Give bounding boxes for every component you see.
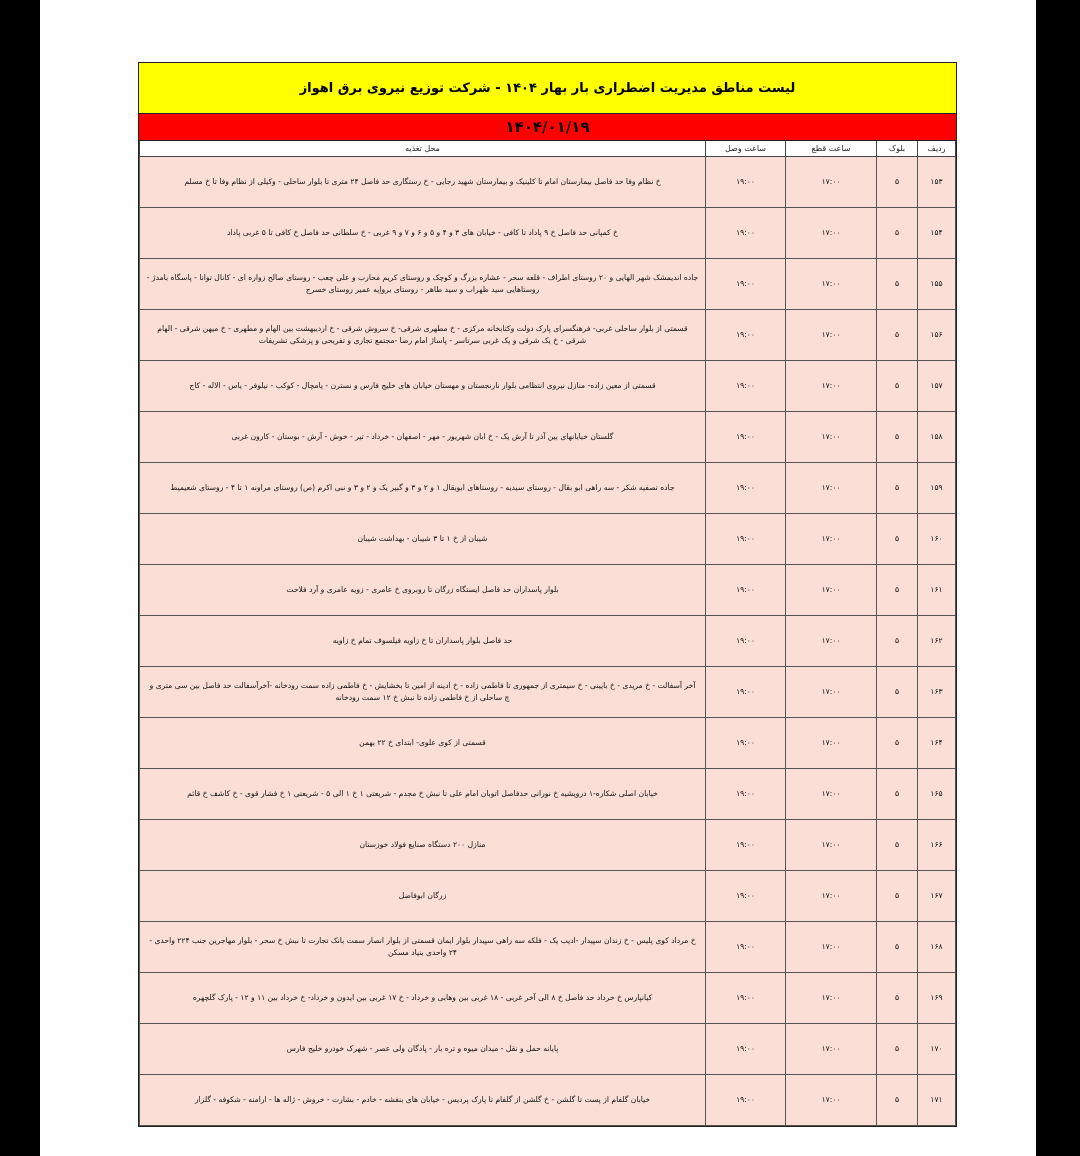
table-row — [140, 616, 956, 667]
row-connect-time: ۱۹:۰۰ — [706, 361, 786, 412]
table-row — [140, 667, 956, 718]
table-row — [140, 412, 956, 463]
header-cut-time: ساعت قطع — [786, 141, 877, 157]
row-location: جاده اندیمشک شهر الهایی و ۲۰ روستای اطراف - قلعه سحر - عشاره بزرگ و کوچک و روستای کریم محارب و علی چعب - روستای صالح زواره ای - کانال توانا - پاسگاه بامدژ - روستاهایی سید ظهراب و سید طاهر - روستای برواِیه عمیر روستای خسرج — [140, 259, 706, 310]
header-block: بلوک — [877, 141, 918, 157]
table-row — [140, 1024, 956, 1075]
row-index: ۱۵۷ — [918, 361, 956, 412]
row-location: زرگان ابوفاضل — [140, 871, 706, 922]
row-block: ۵ — [877, 310, 918, 361]
table-row — [140, 565, 956, 616]
row-connect-time: ۱۹:۰۰ — [706, 412, 786, 463]
row-connect-time: ۱۹:۰۰ — [706, 157, 786, 208]
row-index: ۱۶۴ — [918, 718, 956, 769]
row-location: پایانه حمل و نقل - میدان میوه و تره بار - پادگان ولی عصر - شهرک خودرو خلیج فارس — [140, 1024, 706, 1075]
table-row — [140, 208, 956, 259]
table-row — [140, 259, 956, 310]
row-location: کیانپارس خ خرداد حد فاصل خ ۸ الی آخر غربی - ۱۸ غربی بین وهابی و خرداد - خ ۱۷ غربی بین ایدون و خرداد- خ خرداد بین ۱۱ و ۱۲ - پارک گلچهره — [140, 973, 706, 1024]
row-block: ۵ — [877, 412, 918, 463]
row-cut-time: ۱۷:۰۰ — [786, 820, 877, 871]
row-cut-time: ۱۷:۰۰ — [786, 565, 877, 616]
row-connect-time: ۱۹:۰۰ — [706, 973, 786, 1024]
schedule-date: ۱۴۰۴/۰۱/۱۹ — [139, 114, 956, 141]
schedule-sheet — [138, 62, 957, 1127]
row-index: ۱۵۵ — [918, 259, 956, 310]
table-header-row — [140, 141, 956, 157]
row-index: ۱۶۱ — [918, 565, 956, 616]
row-block: ۵ — [877, 565, 918, 616]
header-index: ردیف — [918, 141, 956, 157]
row-index: ۱۵۳ — [918, 157, 956, 208]
row-location: منازل ۲۰۰ دستگاه صنایع فولاد خوزستان — [140, 820, 706, 871]
row-connect-time: ۱۹:۰۰ — [706, 259, 786, 310]
row-location: قسمتی از کوی علوی- ابتدای خ ۲۲ بهمن — [140, 718, 706, 769]
row-location: قسمتی از معین زاده- منازل نیروی انتظامی بلوار نارنجستان و مهستان خیابان های خلیج فارس و نسترن - یامچال - کوکب - نیلوفر - یاس - الاله - کاج — [140, 361, 706, 412]
row-location: شیبان از خ ۱ تا ۳ شیبان - بهداشت شیبان — [140, 514, 706, 565]
row-index: ۱۶۰ — [918, 514, 956, 565]
table-row — [140, 310, 956, 361]
row-location: گلستان خیابانهای بین آذر تا آرش یک - خ ابان شهریور - مهر - اصفهان - خرداد - تیر - خوش - آرش - بوستان - کارون غربی — [140, 412, 706, 463]
row-cut-time: ۱۷:۰۰ — [786, 871, 877, 922]
row-cut-time: ۱۷:۰۰ — [786, 259, 877, 310]
table-row — [140, 973, 956, 1024]
row-index: ۱۶۲ — [918, 616, 956, 667]
row-index: ۱۵۸ — [918, 412, 956, 463]
row-index: ۱۶۷ — [918, 871, 956, 922]
document-title: لیست مناطق مدیریت اضطراری بار بهار ۱۴۰۴ - شرکت توزیع نیروی برق اهواز — [139, 63, 956, 114]
row-block: ۵ — [877, 1075, 918, 1126]
row-block: ۵ — [877, 667, 918, 718]
row-cut-time: ۱۷:۰۰ — [786, 667, 877, 718]
row-index: ۱۵۶ — [918, 310, 956, 361]
row-index: ۱۷۱ — [918, 1075, 956, 1126]
table-row — [140, 718, 956, 769]
row-location: خ مرداد کوی پلیس - خ زندان سپیدار -ادیب یک - فلکه سه راهی سپیدار بلوار ایمان قسمتی از بلوار انصار سمت بانک تجارت تا نبش خ سحر - بلوار مهاجرین جنب ۲۲۴ واحدی - ۲۴ واحدی بنیاد مسکن — [140, 922, 706, 973]
row-cut-time: ۱۷:۰۰ — [786, 157, 877, 208]
row-connect-time: ۱۹:۰۰ — [706, 514, 786, 565]
row-cut-time: ۱۷:۰۰ — [786, 514, 877, 565]
row-cut-time: ۱۷:۰۰ — [786, 463, 877, 514]
row-location: جاده تصفیه شکر - سه راهی ابو بقال - روستای سیدیه - روستاهای ابوبقال ۱ و ۲ و ۳ و گبیر یک و ۲ و ۳ و نبی اکرم (ص) روستای مراونه ۱ تا ۴ - روستای شعیمیط — [140, 463, 706, 514]
row-location: بلوار پاسداران حد فاصل ایستگاه زرگان تا روبروی خ عامری - زویه عامری و آرد فلاحت — [140, 565, 706, 616]
row-block: ۵ — [877, 157, 918, 208]
row-cut-time: ۱۷:۰۰ — [786, 1075, 877, 1126]
document-page — [40, 0, 1036, 1156]
row-index: ۱۶۸ — [918, 922, 956, 973]
table-row — [140, 769, 956, 820]
table-row — [140, 157, 956, 208]
row-block: ۵ — [877, 718, 918, 769]
row-connect-time: ۱۹:۰۰ — [706, 769, 786, 820]
row-block: ۵ — [877, 922, 918, 973]
row-block: ۵ — [877, 361, 918, 412]
row-cut-time: ۱۷:۰۰ — [786, 208, 877, 259]
schedule-table — [139, 141, 956, 1126]
table-row — [140, 514, 956, 565]
row-location: آخر آسفالت - خ مریدی - خ بایینی - خ سیمتری از جمهوری تا فاطمی زاده - خ ادینه از امین تا بخشایش - خ فاطمی زاده سمت رودخانه -آخرآسفالت حد فاصل بین سی متری و چ ساحلی از خ فاطمی زاده تا نبش خ ۱۲ سمت رودخانه — [140, 667, 706, 718]
row-index: ۱۶۳ — [918, 667, 956, 718]
row-connect-time: ۱۹:۰۰ — [706, 820, 786, 871]
row-index: ۱۵۹ — [918, 463, 956, 514]
row-connect-time: ۱۹:۰۰ — [706, 565, 786, 616]
row-cut-time: ۱۷:۰۰ — [786, 616, 877, 667]
row-connect-time: ۱۹:۰۰ — [706, 1075, 786, 1126]
row-block: ۵ — [877, 973, 918, 1024]
row-block: ۵ — [877, 616, 918, 667]
row-cut-time: ۱۷:۰۰ — [786, 973, 877, 1024]
row-index: ۱۶۶ — [918, 820, 956, 871]
row-location: قسمتی از بلوار ساحلی غربی- فرهنگسرای پارک دولت وکتابخانه مرکزی - خ مطهری شرقی- خ سروش شرقی - خ اردیبهشت بین الهام و مطهری - خ میهن شرقی - الهام شرقی - خ یک شرقی و یک غربی سرتاسر - پاساژ امام رضا -مجتمع تجاری و تفریحی و پزشکی تشریفات — [140, 310, 706, 361]
table-row — [140, 922, 956, 973]
row-location: خ کمپانی حد فاصل خ ۹ پاداد تا کافی - خیابان های ۳ و ۴ و ۵ و ۶ و ۷ و ۹ غربی - خ سلطانی حد فاصل خ کافی تا ۵ غربی پاداد — [140, 208, 706, 259]
header-location: محل تغذیه — [140, 141, 706, 157]
row-location: خیابان گلفام از پست تا گلشن - خ گلشن از گلفام تا پارک پردیس - خیابان های بنفشه - خادم - بشارت - خروش - ژاله ها - ارامنه - شکوفه - گلزار — [140, 1075, 706, 1126]
row-connect-time: ۱۹:۰۰ — [706, 463, 786, 514]
row-block: ۵ — [877, 871, 918, 922]
row-index: ۱۷۰ — [918, 1024, 956, 1075]
row-cut-time: ۱۷:۰۰ — [786, 412, 877, 463]
row-connect-time: ۱۹:۰۰ — [706, 718, 786, 769]
table-row — [140, 871, 956, 922]
row-location: حد فاصل بلوار پاسداران تا خ زاویه فیلسوف تمام خ زاویه — [140, 616, 706, 667]
row-connect-time: ۱۹:۰۰ — [706, 922, 786, 973]
row-location: خیابان اصلی شکاره-۱ درویشیه خ نورانی حدفاصل اتوبان امام علی تا نبش خ مجدم - شریعتی ۱ خ ۱ الی ۵ - شریعتی ۱ خ فشار قوی - خ کاشف خ قائم — [140, 769, 706, 820]
row-connect-time: ۱۹:۰۰ — [706, 616, 786, 667]
table-row — [140, 463, 956, 514]
table-row — [140, 820, 956, 871]
row-connect-time: ۱۹:۰۰ — [706, 1024, 786, 1075]
row-index: ۱۵۴ — [918, 208, 956, 259]
row-block: ۵ — [877, 514, 918, 565]
row-cut-time: ۱۷:۰۰ — [786, 310, 877, 361]
row-block: ۵ — [877, 769, 918, 820]
row-block: ۵ — [877, 820, 918, 871]
table-row — [140, 1075, 956, 1126]
row-cut-time: ۱۷:۰۰ — [786, 361, 877, 412]
row-connect-time: ۱۹:۰۰ — [706, 871, 786, 922]
row-block: ۵ — [877, 463, 918, 514]
row-connect-time: ۱۹:۰۰ — [706, 667, 786, 718]
row-block: ۵ — [877, 1024, 918, 1075]
header-connect-time: ساعت وصل — [706, 141, 786, 157]
row-cut-time: ۱۷:۰۰ — [786, 922, 877, 973]
row-block: ۵ — [877, 208, 918, 259]
row-cut-time: ۱۷:۰۰ — [786, 769, 877, 820]
row-index: ۱۶۵ — [918, 769, 956, 820]
table-row — [140, 361, 956, 412]
row-index: ۱۶۹ — [918, 973, 956, 1024]
row-location: خ نظام وفا حد فاصل بیمارستان امام تا کلینیک و بیمارستان شهید رجایی - خ رستگاری حد فاصل ۲۴ متری تا بلوار ساحلی - وکیلی از نظام وفا تا خ مسلم — [140, 157, 706, 208]
row-connect-time: ۱۹:۰۰ — [706, 208, 786, 259]
row-cut-time: ۱۷:۰۰ — [786, 718, 877, 769]
row-connect-time: ۱۹:۰۰ — [706, 310, 786, 361]
row-cut-time: ۱۷:۰۰ — [786, 1024, 877, 1075]
row-block: ۵ — [877, 259, 918, 310]
